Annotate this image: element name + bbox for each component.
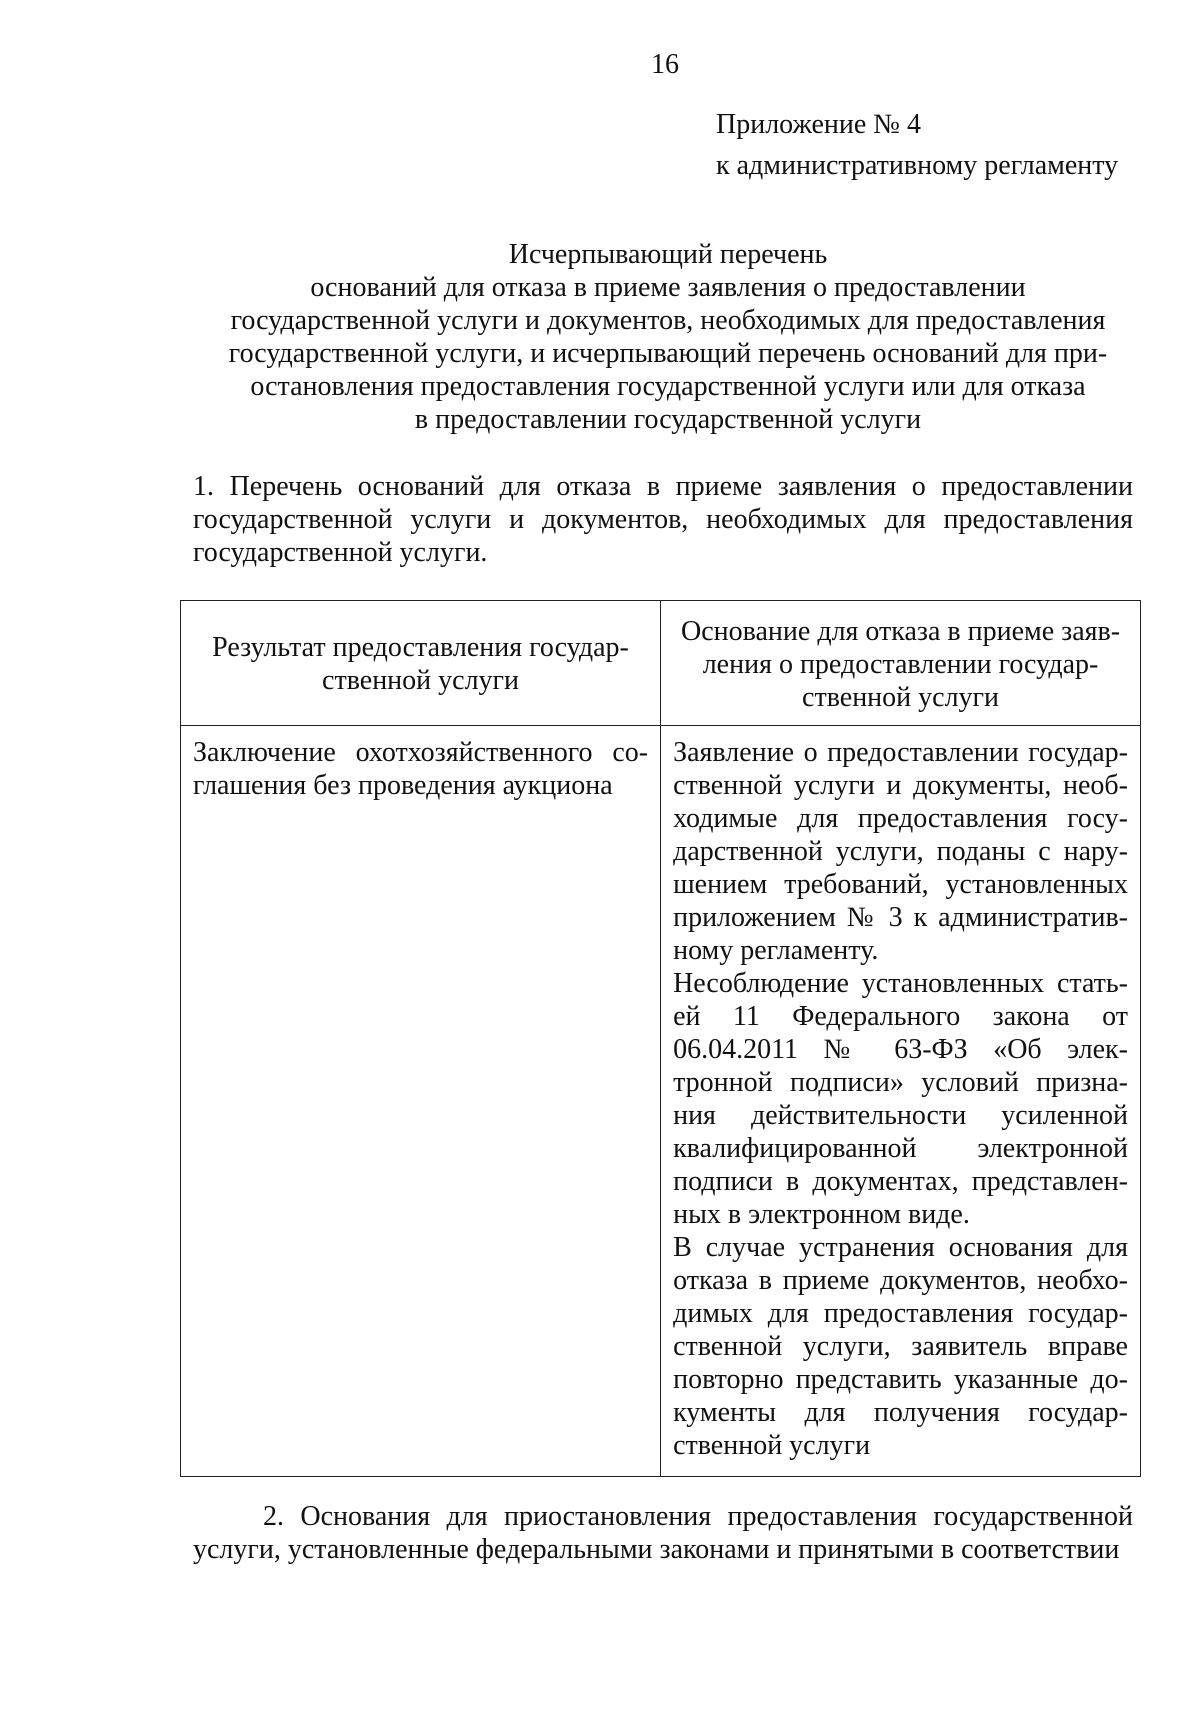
reason-paragraph: Несоблюдение установленных стать-ей 11 Федерального закона от 06.04.2011 № 63-ФЗ «Об элек-тронной подписи» условий призна-ния действительности усиленной квалифицированной электронной подписи в документах, представлен-ных в электронном виде. [673, 968, 1128, 1230]
reason-paragraph: Заявление о предоставлении государ-ственной услуги и документы, необ-ходимые для предоставления госу-дарственной услуги, поданы с нару-шением требований, установленных приложением № 3 к административ-ному регламенту. [673, 737, 1128, 966]
appendix-header [716, 108, 1136, 190]
title-line: Исчерпывающий перечень [508, 239, 828, 270]
column-header-result: Результат предоставления государ-ственной услуги [181, 601, 661, 726]
section-1-paragraph: 1. Перечень оснований для отказа в приеме заявления о предоставлении государственной услуги и документов, необходимых для предоставления государственной услуги. [193, 471, 1133, 568]
title-line: государственной услуги, и исчерпывающий перечень оснований для при- [228, 338, 1108, 369]
title-line: в предоставлении государственной услуги [414, 404, 922, 435]
column-header-reason: Основание для отказа в приеме заяв-ления о предоставлении государ-ственной услуги [661, 601, 1141, 726]
page-number: 16 [651, 49, 679, 80]
table-cell-result: Заключение охотхозяйственного со-глашения без проведения аукциона [181, 726, 661, 1477]
section-2-paragraph: 2. Основания для приостановления предоставления государственной услуги, установленные федеральными законами и принятыми в соответствии [193, 1501, 1133, 1565]
title-line: государственной услуги и документов, необходимых для предоставления [230, 305, 1106, 336]
table-cell-reasons [661, 726, 1141, 1477]
reason-paragraph: В случае устранения основания для отказа в приеме документов, необхо-димых для предоставления государ-ственной услуги, заявитель вправе повторно представить указанные до-кументы для получения государ-ственной услуги [673, 1232, 1128, 1461]
refusal-grounds-table [180, 600, 1141, 1477]
title-line: остановления предоставления государственной услуги или для отказа [250, 371, 1086, 402]
document-title [170, 238, 1166, 436]
title-line: оснований для отказа в приеме заявления о предоставлении [310, 272, 1026, 303]
table-row [181, 726, 1141, 1477]
table-header-row [181, 601, 1141, 726]
appendix-line-1: Приложение № 4 [716, 109, 921, 140]
appendix-line-2: к административному регламенту [716, 150, 1119, 181]
